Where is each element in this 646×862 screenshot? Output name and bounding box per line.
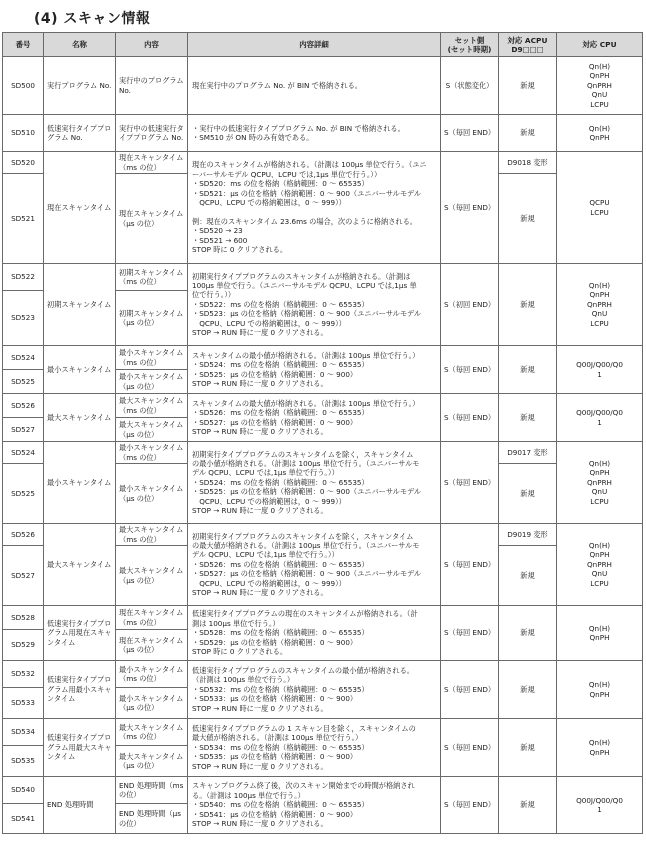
cell-acpu: D9019 変形 xyxy=(499,524,557,546)
cell-cpu: Qn(H) QnPH QnPRH QnU LCPU xyxy=(557,524,643,606)
cell-name: END 処理時間 xyxy=(44,777,116,834)
cell-content: 初期スキャンタイム（μs の位） xyxy=(116,291,188,346)
cell-cpu: Qn(H) QnPH xyxy=(557,719,643,777)
cell-acpu: 新規 xyxy=(499,174,557,264)
cell-name: 低速実行タイププログラム No. xyxy=(44,115,116,152)
cell-cpu: Qn(H) QnPH xyxy=(557,115,643,152)
cell-name: 最大スキャンタイム xyxy=(44,524,116,606)
cell-no: SD500 xyxy=(3,57,44,115)
header-name: 名称 xyxy=(44,33,116,57)
cell-content: END 処理時間（μs の位） xyxy=(116,804,188,834)
cell-no: SD527 xyxy=(3,418,44,442)
cell-set: S（毎回 END） xyxy=(441,524,499,606)
cell-content: 最大スキャンタイム（μs の位） xyxy=(116,746,188,777)
cell-content: 最小スキャンタイム（ms の位） xyxy=(116,442,188,464)
header-set: セット側 (セット時期) xyxy=(441,33,499,57)
cell-no: SD524 xyxy=(3,442,44,464)
header-detail: 内容詳細 xyxy=(188,33,441,57)
cell-no: SD535 xyxy=(3,746,44,777)
cell-acpu: D9017 変形 xyxy=(499,442,557,464)
table-row xyxy=(3,115,643,152)
cell-set: S（毎回 END） xyxy=(441,346,499,394)
cell-no: SD520 xyxy=(3,152,44,174)
cell-cpu: Qn(H) QnPH QnPRH QnU LCPU xyxy=(557,442,643,524)
cell-cpu: Q00J/Q00/Q0 1 xyxy=(557,346,643,394)
table-row xyxy=(3,346,643,370)
cell-no: SD541 xyxy=(3,804,44,834)
cell-name: 低速実行タイププログラム用現在スキャンタイム xyxy=(44,606,116,661)
cell-detail: ・実行中の低速実行タイププログラム No. が BIN で格納される。 ・SM510 が ON 時のみ有効である。 xyxy=(188,115,441,152)
table-row xyxy=(3,524,643,546)
cell-no: SD522 xyxy=(3,264,44,291)
cell-detail: 現在のスキャンタイムが格納される。（計測は 100μs 単位で行う。（ユニ ーバーサルモデル QCPU、LCPU では,1μs 単位で行う。）） ・SD520：ms の位を格納（格納範囲：0 ～ 65535） ・SD521：μs の位を格納（格納範囲：0 ～ 900（ユニバーサルモデル QCPU、LCPU での格納範囲は，0 ～ 999）） 例：現在のスキャンタイム 23.6ms の場合，次のように格納される。 ・SD520 → 23 ・SD521 → 600 STOP 時に 0 クリアされる。 xyxy=(188,152,441,264)
cell-name: 低速実行タイププログラム用最小スキャンタイム xyxy=(44,661,116,719)
cell-acpu: 新規 xyxy=(499,546,557,606)
cell-acpu: 新規 xyxy=(499,777,557,834)
cell-content: 最大スキャンタイム（ms の位） xyxy=(116,719,188,746)
cell-set: S（毎回 END） xyxy=(441,115,499,152)
cell-cpu: Q00J/Q00/Q0 1 xyxy=(557,394,643,442)
cell-acpu: 新規 xyxy=(499,464,557,524)
header-row xyxy=(3,33,643,57)
cell-name: 初期スキャンタイム xyxy=(44,264,116,346)
cell-detail: スキャンプログラム終了後，次のスキャン開始までの時間が格納され る。（計測は 100μs 単位で行う。） ・SD540：ms の位を格納（格納範囲：0 ～ 65535） ・SD541：μs の位を格納（格納範囲：0 ～ 900） STOP → RUN 時に一度 0 クリアされる。 xyxy=(188,777,441,834)
header-no: 番号 xyxy=(3,33,44,57)
cell-no: SD525 xyxy=(3,464,44,524)
cell-acpu: 新規 xyxy=(499,719,557,777)
cell-content: END 処理時間（ms の位） xyxy=(116,777,188,804)
cell-content: 最小スキャンタイム（ms の位） xyxy=(116,346,188,370)
cell-content: 初期スキャンタイム（ms の位） xyxy=(116,264,188,291)
table-row xyxy=(3,152,643,174)
cell-content: 最小スキャンタイム（μs の位） xyxy=(116,370,188,394)
cell-no: SD528 xyxy=(3,606,44,630)
cell-content: 実行中の低速実行タイププログラム No. xyxy=(116,115,188,152)
cell-name: 最小スキャンタイム xyxy=(44,346,116,394)
cell-set: S（毎回 END） xyxy=(441,442,499,524)
cell-cpu: Q00J/Q00/Q0 1 xyxy=(557,777,643,834)
table-row xyxy=(3,264,643,291)
cell-cpu: Qn(H) QnPH QnPRH QnU LCPU xyxy=(557,264,643,346)
cell-set: S（毎回 END） xyxy=(441,394,499,442)
cell-set: S（毎回 END） xyxy=(441,719,499,777)
cell-detail: 低速実行タイププログラムのスキャンタイムの最小値が格納される。 （計測は 100μs 単位で行う。） ・SD532：ms の位を格納（格納範囲：0 ～ 65535） ・SD533：μs の位を格納（格納範囲：0 ～ 900） STOP → RUN 時に一度 0 クリアされる。 xyxy=(188,661,441,719)
cell-name: 最小スキャンタイム xyxy=(44,442,116,524)
cell-set: S（毎回 END） xyxy=(441,777,499,834)
header-cpu: 対応 CPU xyxy=(557,33,643,57)
cell-no: SD524 xyxy=(3,346,44,370)
cell-no: SD526 xyxy=(3,394,44,418)
cell-cpu: Qn(H) QnPH xyxy=(557,661,643,719)
cell-no: SD532 xyxy=(3,661,44,688)
cell-content: 最大スキャンタイム（μs の位） xyxy=(116,418,188,442)
cell-acpu: 新規 xyxy=(499,57,557,115)
cell-detail: 現在実行中のプログラム No. が BIN で格納される。 xyxy=(188,57,441,115)
cell-content: 最大スキャンタイム（ms の位） xyxy=(116,394,188,418)
cell-name: 実行プログラム No. xyxy=(44,57,116,115)
cell-no: SD525 xyxy=(3,370,44,394)
cell-acpu: 新規 xyxy=(499,115,557,152)
cell-no: SD533 xyxy=(3,688,44,719)
cell-acpu: 新規 xyxy=(499,346,557,394)
cell-name: 最大スキャンタイム xyxy=(44,394,116,442)
table-row xyxy=(3,442,643,464)
cell-detail: 初期実行タイププログラムのスキャンタイムを除く，スキャンタイム の最大値が格納される。（計測は 100μs 単位で行う。（ユニバーサルモ デル QCPU、LCPU では,1μs 単位で行う。）） ・SD526：ms の位を格納（格納範囲：0 ～ 65535） ・SD527：μs の位を格納（格納範囲：0 ～ 900（ユニバーサルモデル QCPU、LCPU での格納範囲は，0 ～ 999）） STOP → RUN 時に一度 0 クリアされる。 xyxy=(188,524,441,606)
table-row xyxy=(3,719,643,746)
cell-set: S（毎回 END） xyxy=(441,152,499,264)
cell-detail: 初期実行タイププログラムのスキャンタイムが格納される。（計測は 100μs 単位で行う。（ユニバーサルモデル QCPU、LCPU では,1μs 単 位で行う。）） ・SD522：ms の位を格納（格納範囲：0 ～ 65535） ・SD523：μs の位を格納（格納範囲：0 ～ 900（ユニバーサルモデル QCPU、LCPU での格納範囲は，0 ～ 999）） STOP → RUN 時に一度 0 クリアされる。 xyxy=(188,264,441,346)
cell-cpu: QCPU LCPU xyxy=(557,152,643,264)
section-title: (4) スキャン情報 xyxy=(34,11,151,27)
cell-name: 低速実行タイププログラム用最大スキャンタイム xyxy=(44,719,116,777)
cell-acpu: D9018 変形 xyxy=(499,152,557,174)
cell-no: SD529 xyxy=(3,630,44,661)
cell-no: SD523 xyxy=(3,291,44,346)
cell-name: 現在スキャンタイム xyxy=(44,152,116,264)
cell-acpu: 新規 xyxy=(499,264,557,346)
table-row xyxy=(3,394,643,418)
cell-set: S（初回 END） xyxy=(441,264,499,346)
cell-content: 最小スキャンタイム（μs の位） xyxy=(116,464,188,524)
table-row xyxy=(3,606,643,630)
cell-acpu: 新規 xyxy=(499,394,557,442)
cell-acpu: 新規 xyxy=(499,606,557,661)
cell-content: 実行中のプログラム No. xyxy=(116,57,188,115)
cell-no: SD526 xyxy=(3,524,44,546)
header-acpu: 対応 ACPU D9□□□ xyxy=(499,33,557,57)
cell-content: 現在スキャンタイム（ms の位） xyxy=(116,152,188,174)
cell-detail: スキャンタイムの最小値が格納される。（計測は 100μs 単位で行う。） ・SD524：ms の位を格納（格納範囲：0 ～ 65535） ・SD525：μs の位を格納（格納範囲：0 ～ 900） STOP → RUN 時に一度 0 クリアされる。 xyxy=(188,346,441,394)
cell-detail: 低速実行タイププログラムの 1 スキャン目を除く，スキャンタイムの 最大値が格納される。（計測は 100μs 単位で行う。） ・SD534：ms の位を格納（格納範囲：0 ～ 65535） ・SD535：μs の位を格納（格納範囲：0 ～ 900） STOP → RUN 時に一度 0 クリアされる。 xyxy=(188,719,441,777)
cell-no: SD534 xyxy=(3,719,44,746)
scan-info-table xyxy=(2,32,643,834)
cell-no: SD510 xyxy=(3,115,44,152)
cell-set: S（毎回 END） xyxy=(441,606,499,661)
cell-no: SD540 xyxy=(3,777,44,804)
table-row xyxy=(3,57,643,115)
cell-no: SD521 xyxy=(3,174,44,264)
cell-cpu: Qn(H) QnPH xyxy=(557,606,643,661)
cell-set: S（状態変化） xyxy=(441,57,499,115)
table-row xyxy=(3,661,643,688)
cell-content: 最大スキャンタイム（μs の位） xyxy=(116,546,188,606)
cell-cpu: Qn(H) QnPH QnPRH QnU LCPU xyxy=(557,57,643,115)
cell-content: 最小スキャンタイム（ms の位） xyxy=(116,661,188,688)
cell-detail: スキャンタイムの最大値が格納される。（計測は 100μs 単位で行う。） ・SD526：ms の位を格納（格納範囲：0 ～ 65535） ・SD527：μs の位を格納（格納範囲：0 ～ 900） STOP → RUN 時に一度 0 クリアされる。 xyxy=(188,394,441,442)
cell-detail: 低速実行タイププログラムの現在のスキャンタイムが格納される。（計 測は 100μs 単位で行う。） ・SD528：ms の位を格納（格納範囲：0 ～ 65535） ・SD529：μs の位を格納（格納範囲：0 ～ 900） STOP 時に 0 クリアされる。 xyxy=(188,606,441,661)
header-content: 内容 xyxy=(116,33,188,57)
cell-acpu: 新規 xyxy=(499,661,557,719)
cell-content: 現在スキャンタイム（μs の位） xyxy=(116,630,188,661)
cell-no: SD527 xyxy=(3,546,44,606)
cell-detail: 初期実行タイププログラムのスキャンタイムを除く，スキャンタイム の最小値が格納される。（計測は 100μs 単位で行う。（ユニバーサルモ デル QCPU、LCPU では,1μs 単位で行う。）） ・SD524：ms の位を格納（格納範囲：0 ～ 65535） ・SD525：μs の位を格納（格納範囲：0 ～ 900（ユニバーサルモデル QCPU、LCPU での格納範囲は，0 ～ 999）） STOP → RUN 時に一度 0 クリアされる。 xyxy=(188,442,441,524)
cell-content: 現在スキャンタイム（μs の位） xyxy=(116,174,188,264)
cell-content: 最小スキャンタイム（μs の位） xyxy=(116,688,188,719)
cell-content: 現在スキャンタイム（ms の位） xyxy=(116,606,188,630)
cell-content: 最大スキャンタイム（ms の位） xyxy=(116,524,188,546)
table-row xyxy=(3,777,643,804)
cell-set: S（毎回 END） xyxy=(441,661,499,719)
